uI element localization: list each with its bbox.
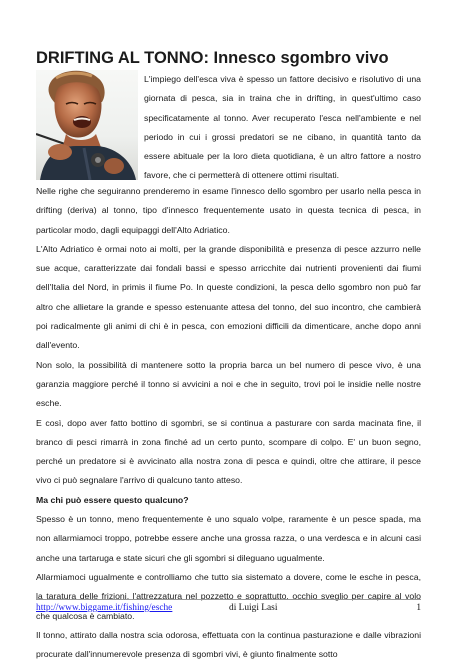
section-question: Ma chi può essere questo qualcuno? [36, 494, 189, 505]
body-paragraph: Il tonno, attirato dalla nostra scia odorosa, effettuata con la continua pasturazione e dalle vibrazioni procurate dall'innumerevole presenza di sgombri vivi, è giunto finalmente sotto [36, 629, 421, 660]
body-paragraph: L'Alto Adriatico è ormai noto ai molti, per la grande disponibilità e presenza di pesce azzurro nelle sue acque, caratterizzate dai fondali bassi e spesso arricchite dai nutrienti provenienti dai fiumi dell'Italia del Nord, in primis il fiume Po. In queste condizioni, la pesca dello sgombro non può far altro che allietare la grande e spesso estenuante attesa del tonno, del suo incontro, che cambierà poi radicalmente gli animi di chi è in pesca, con emozioni difficili da dimenticare, anche dopo anni dall'evento. [36, 243, 421, 351]
footer-author: di Luigi Lasi [229, 603, 278, 613]
body-paragraph: Nelle righe che seguiranno prenderemo in esame l'innesco dello sgombro per usarlo nella pesca in drifting (deriva) al tonno, tipo d'innesco frequentemente usato in questa tecnica di pesca, in particolar modo, dagli equipaggi dell'Alto Adriatico. [36, 186, 421, 235]
angler-photo [36, 70, 138, 180]
article-body [36, 182, 421, 664]
page-number: 1 [416, 603, 421, 613]
footer-link[interactable]: http://www.biggame.it/fishing/esche [36, 603, 173, 613]
body-paragraph: Spesso è un tonno, meno frequentemente è uno squalo volpe, raramente è un pesce spada, ma non allarmiamoci troppo, potrebbe essere anche una grossa razza, o una verdesca e in alcuni casi anche una tartaruga e state sicuri che gli sgombri si dileguano ugualmente. [36, 514, 421, 563]
page-title: DRIFTING AL TONNO: Innesco sgombro vivo [36, 49, 389, 67]
intro-paragraph: L'impiego dell'esca viva è spesso un fattore decisivo e risolutivo di una giornata di pesca, sia in traina che in drifting, in quest'ultimo caso specificatamente al tonno. Aver recuperato l'esca nell'ambiente e nel periodo in cui i grossi predatori se ne cibano, in quantità tanto da essere abituale per la loro dieta quotidiana, è un altro fattore a nostro favore, che ci permetterà di ottenere ottimi risultati. [144, 74, 421, 181]
body-paragraph: E così, dopo aver fatto bottino di sgombri, se si continua a pasturare con sarda macinata fine, il branco di pesci rimarrà in zona finché ad un certo punto, scompare di colpo. E' un buon segno, perché un predatore si è avvicinato alla nostra zona di pesca e quindi, oltre che attirare, il pesce vivo ci può segnalare l'arrivo di qualcuno tanto atteso. [36, 417, 421, 486]
body-paragraph: Non solo, la possibilità di mantenere sotto la propria barca un bel numero di pesce vivo, è una garanzia maggiore perché il tonno si avvicini a noi e che in seguito, trovi poi le insidie nelle nostre esche. [36, 359, 421, 409]
page-footer [36, 603, 421, 617]
footer-divider [36, 599, 421, 600]
angler-photo-image [36, 70, 138, 180]
body-paragraph: Allarmiamoci ugualmente e controlliamo che tutto sia sistemato a dovere, come le esche in pesca, la taratura delle frizioni, l'attrezzatura nel pozzetto e soprattutto, occhio sveglio per capire al volo che qualcosa è cambiato. [36, 571, 421, 621]
